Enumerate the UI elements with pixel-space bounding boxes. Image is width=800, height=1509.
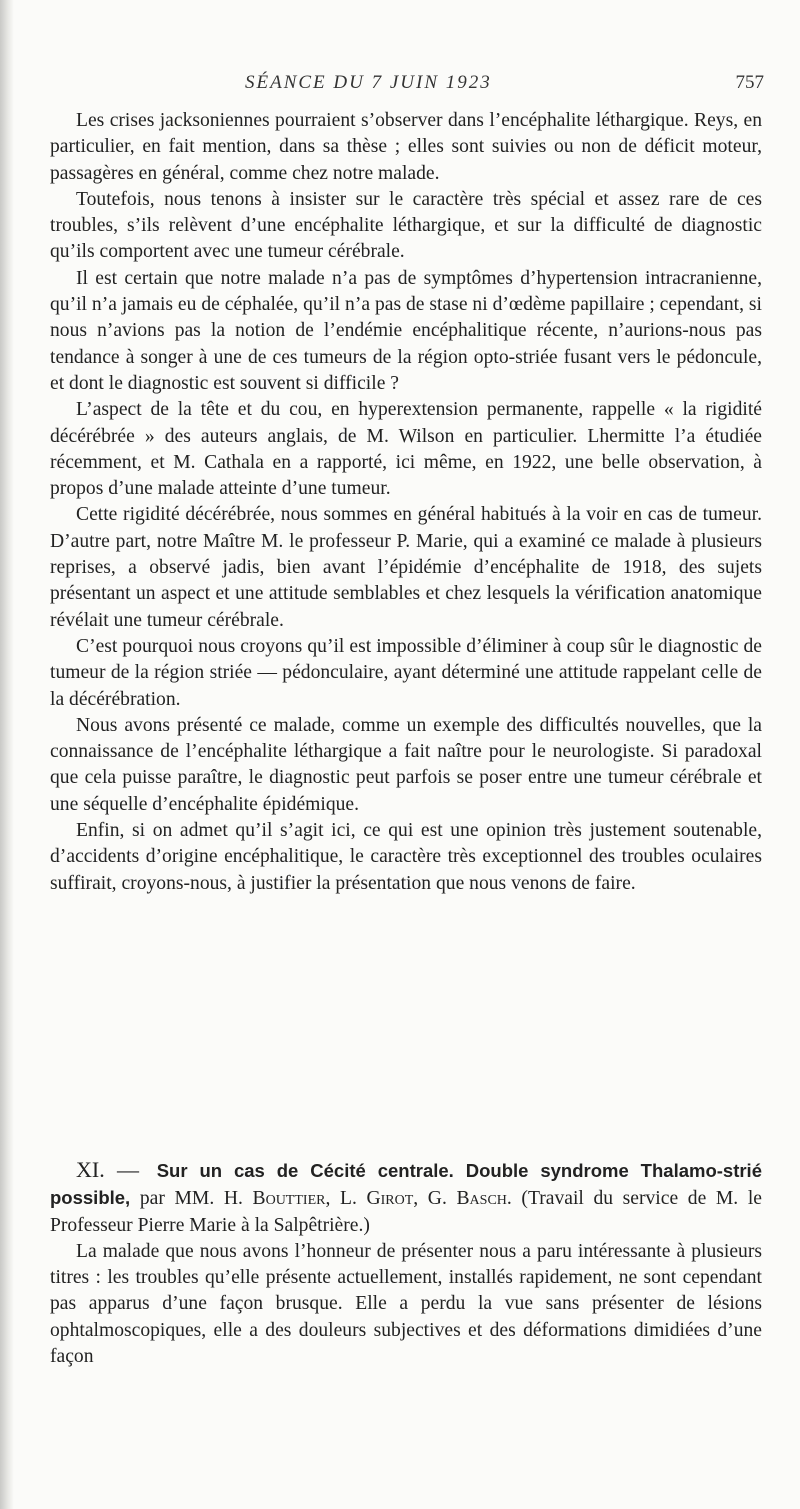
- section-by: par MM.: [139, 1188, 215, 1210]
- paragraph: Nous avons présenté ce malade, comme un exemple des difficultés nouvelles, que la connaissance de l’encéphalite léthargique a fait naître pour le neurologiste. Si paradoxal que cela puisse paraître, le diagnostic peut parfois se poser entre une tumeur cérébrale et une séquelle d’encéphalite épidémique.: [50, 714, 762, 815]
- section-body: La malade que nous avons l’honneur de présenter nous a paru intéressante à plusieurs titres : les troubles qu’elle présente actuellement, installés rapidement, ne sont cependant pas apparus d’une façon brusque. Elle a perdu la vue sans présenter de lésions ophtalmoscopiques, elle a des douleurs subjectives et des déformations dimidiées d’une façon: [50, 1240, 762, 1368]
- running-head: SÉANCE DU 7 JUIN 1923: [245, 72, 492, 93]
- section-affiliation: (Travail du service de M. le Professeur Pierre Marie à la Salpêtrière.): [50, 1188, 762, 1236]
- section-title: Sur un cas de Cécité centrale. Double syndrome Thalamo-strié possible,: [50, 1160, 762, 1209]
- section-xi: [50, 1157, 762, 1370]
- paragraph: Cette rigidité décérébrée, nous sommes en général habitués à la voir en cas de tumeur. D’autre part, notre Maître M. le professeur P. Marie, qui a examiné ce malade à plusieurs reprises, a observé jadis, bien avant l’épidémie d’encéphalite de 1918, des sujets présentant un aspect et une attitude semblables et chez lesquels la vérification anatomique révélait une tumeur cérébrale.: [50, 504, 762, 631]
- paragraph: Toutefois, nous tenons à insister sur le caractère très spécial et assez rare de ces troubles, s’ils relèvent d’une encéphalite léthargique, et sur la difficulté de diagnostic qu’ils comportent avec une tumeur cérébrale.: [50, 188, 762, 263]
- section-heading: [50, 1157, 762, 1239]
- paragraph: Les crises jacksoniennes pourraient s’observer dans l’encéphalite léthargique. Reys, en particulier, en fait mention, dans sa thèse ; elles sont suivies ou non de déficit moteur, passagères en général, comme chez notre malade.: [50, 110, 762, 184]
- section-number: XI. —: [76, 1157, 139, 1182]
- paragraph: C’est pourquoi nous croyons qu’il est impossible d’éliminer à coup sûr le diagnostic de tumeur de la région striée — pédonculaire, ayant déterminé une attitude rappelant celle de la décérébration.: [50, 635, 762, 710]
- paragraph: L’aspect de la tête et du cou, en hyperextension permanente, rappelle « la rigidité décérébrée » des auteurs anglais, de M. Wilson en particulier. Lhermitte l’a étudiée récemment, et M. Cathala en a rapporté, ici même, en 1922, une belle observation, à propos d’une malade atteinte d’une tumeur.: [50, 399, 762, 500]
- section-authors: H. Bouttier, L. Girot, G. Basch.: [223, 1188, 512, 1210]
- paragraph: Il est certain que notre malade n’a pas de symptômes d’hypertension intracranienne, qu’il n’a jamais eu de céphalée, qu’il n’a pas de stase ni d’œdème papillaire ; cependant, si nous n’avions pas la notion de l’endémie encéphalitique récente, n’aurions-nous pas tendance à songer à une de ces tumeurs de la région opto-striée fusant vers le pédoncule, et dont le diagnostic est souvent si difficile ?: [50, 267, 762, 394]
- main-text: [50, 108, 762, 897]
- page-header: [0, 72, 800, 102]
- paragraph: Enfin, si on admet qu’il s’agit ici, ce qui est une opinion très justement soutenable, d’accidents d’origine encéphalitique, le caractère très exceptionnel des troubles oculaires suffirait, croyons-nous, à justifier la présentation que nous venons de faire.: [50, 820, 762, 894]
- page-gutter-shadow: [0, 0, 14, 1509]
- page-number: 757: [735, 72, 764, 93]
